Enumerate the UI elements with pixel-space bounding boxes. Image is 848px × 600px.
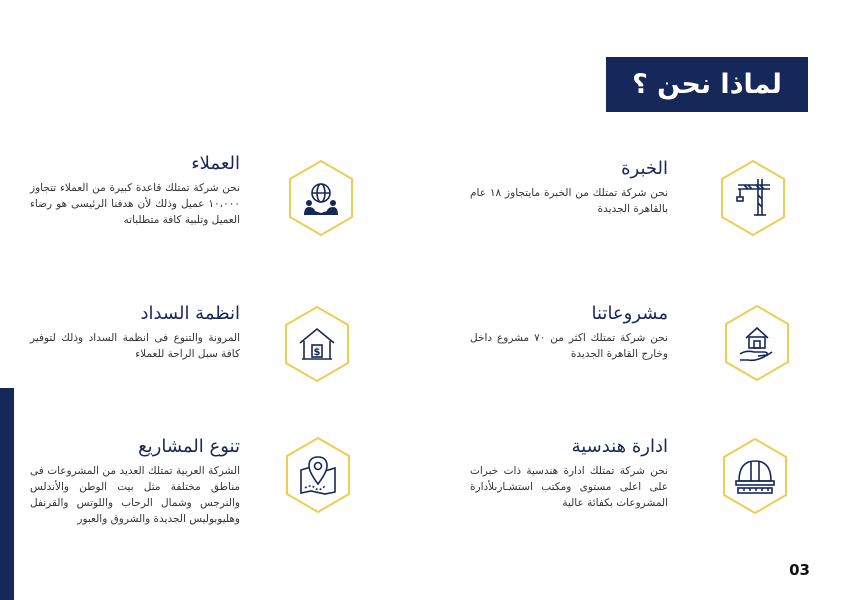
feature-body: نحن شركة تمتلك اكثر من ٧٠ مشروع داخل وخارج القاهرة الجديدة	[470, 332, 668, 360]
feature-payment	[30, 303, 240, 362]
feature-heading: انظمة السداد	[140, 303, 240, 324]
page-title: لماذا نحن ؟	[632, 69, 782, 100]
globe-handshake-icon	[288, 159, 354, 237]
feature-heading: ادارة هندسية	[571, 436, 668, 457]
house-money-icon	[284, 305, 350, 383]
page-title-box	[606, 57, 808, 112]
feature-heading: تنوع المشاريع	[138, 436, 240, 457]
feature-engineering	[470, 436, 668, 511]
feature-body: نحن شركة تمتلك ادارة هندسية ذات خبرات على اعلى مستوى ومكتب استشـارىلأدارة المشروعات بكفائة عالية	[470, 465, 668, 509]
page-number: 03	[789, 561, 810, 579]
feature-heading: مشروعاتنا	[591, 303, 668, 324]
feature-body: نحن شركة تمتلك قاعدة كبيرة من العملاء تتجاوز ١٠،٠٠٠ عميل وذلك لأن هدفنا الرئيسى هو رضاء العميل وتلبية كافة متطلباته	[30, 182, 240, 226]
crane-icon	[720, 159, 786, 237]
map-pin-icon	[285, 436, 351, 514]
feature-heading: الخبرة	[621, 158, 668, 179]
feature-clients	[30, 153, 240, 228]
side-accent-bar	[0, 388, 14, 600]
feature-diversity	[30, 436, 240, 527]
house-in-hand-icon	[724, 304, 790, 382]
hard-hat-icon	[722, 437, 788, 515]
feature-body: المرونة والتنوع فى انظمة السداد وذلك لتوفير كافة سبل الراحة للعملاء	[30, 332, 240, 360]
feature-projects	[470, 303, 668, 362]
svg-text:$: $	[313, 347, 321, 358]
feature-heading: العملاء	[191, 153, 240, 174]
feature-body: الشركة العربية تمتلك العديد من المشروعات فى مناطق مختلفة مثل بيت الوطن والأندلس والنرجس وشمال الرحاب واللوتس والقرنفل وهليوبوليس الجديدة والشروق والعبور	[30, 465, 240, 525]
feature-body: نحن شركة تمتلك من الخبرة مايتجاوز ١٨ عام بالقاهرة الجديدة	[470, 187, 668, 215]
feature-experience	[470, 158, 668, 217]
